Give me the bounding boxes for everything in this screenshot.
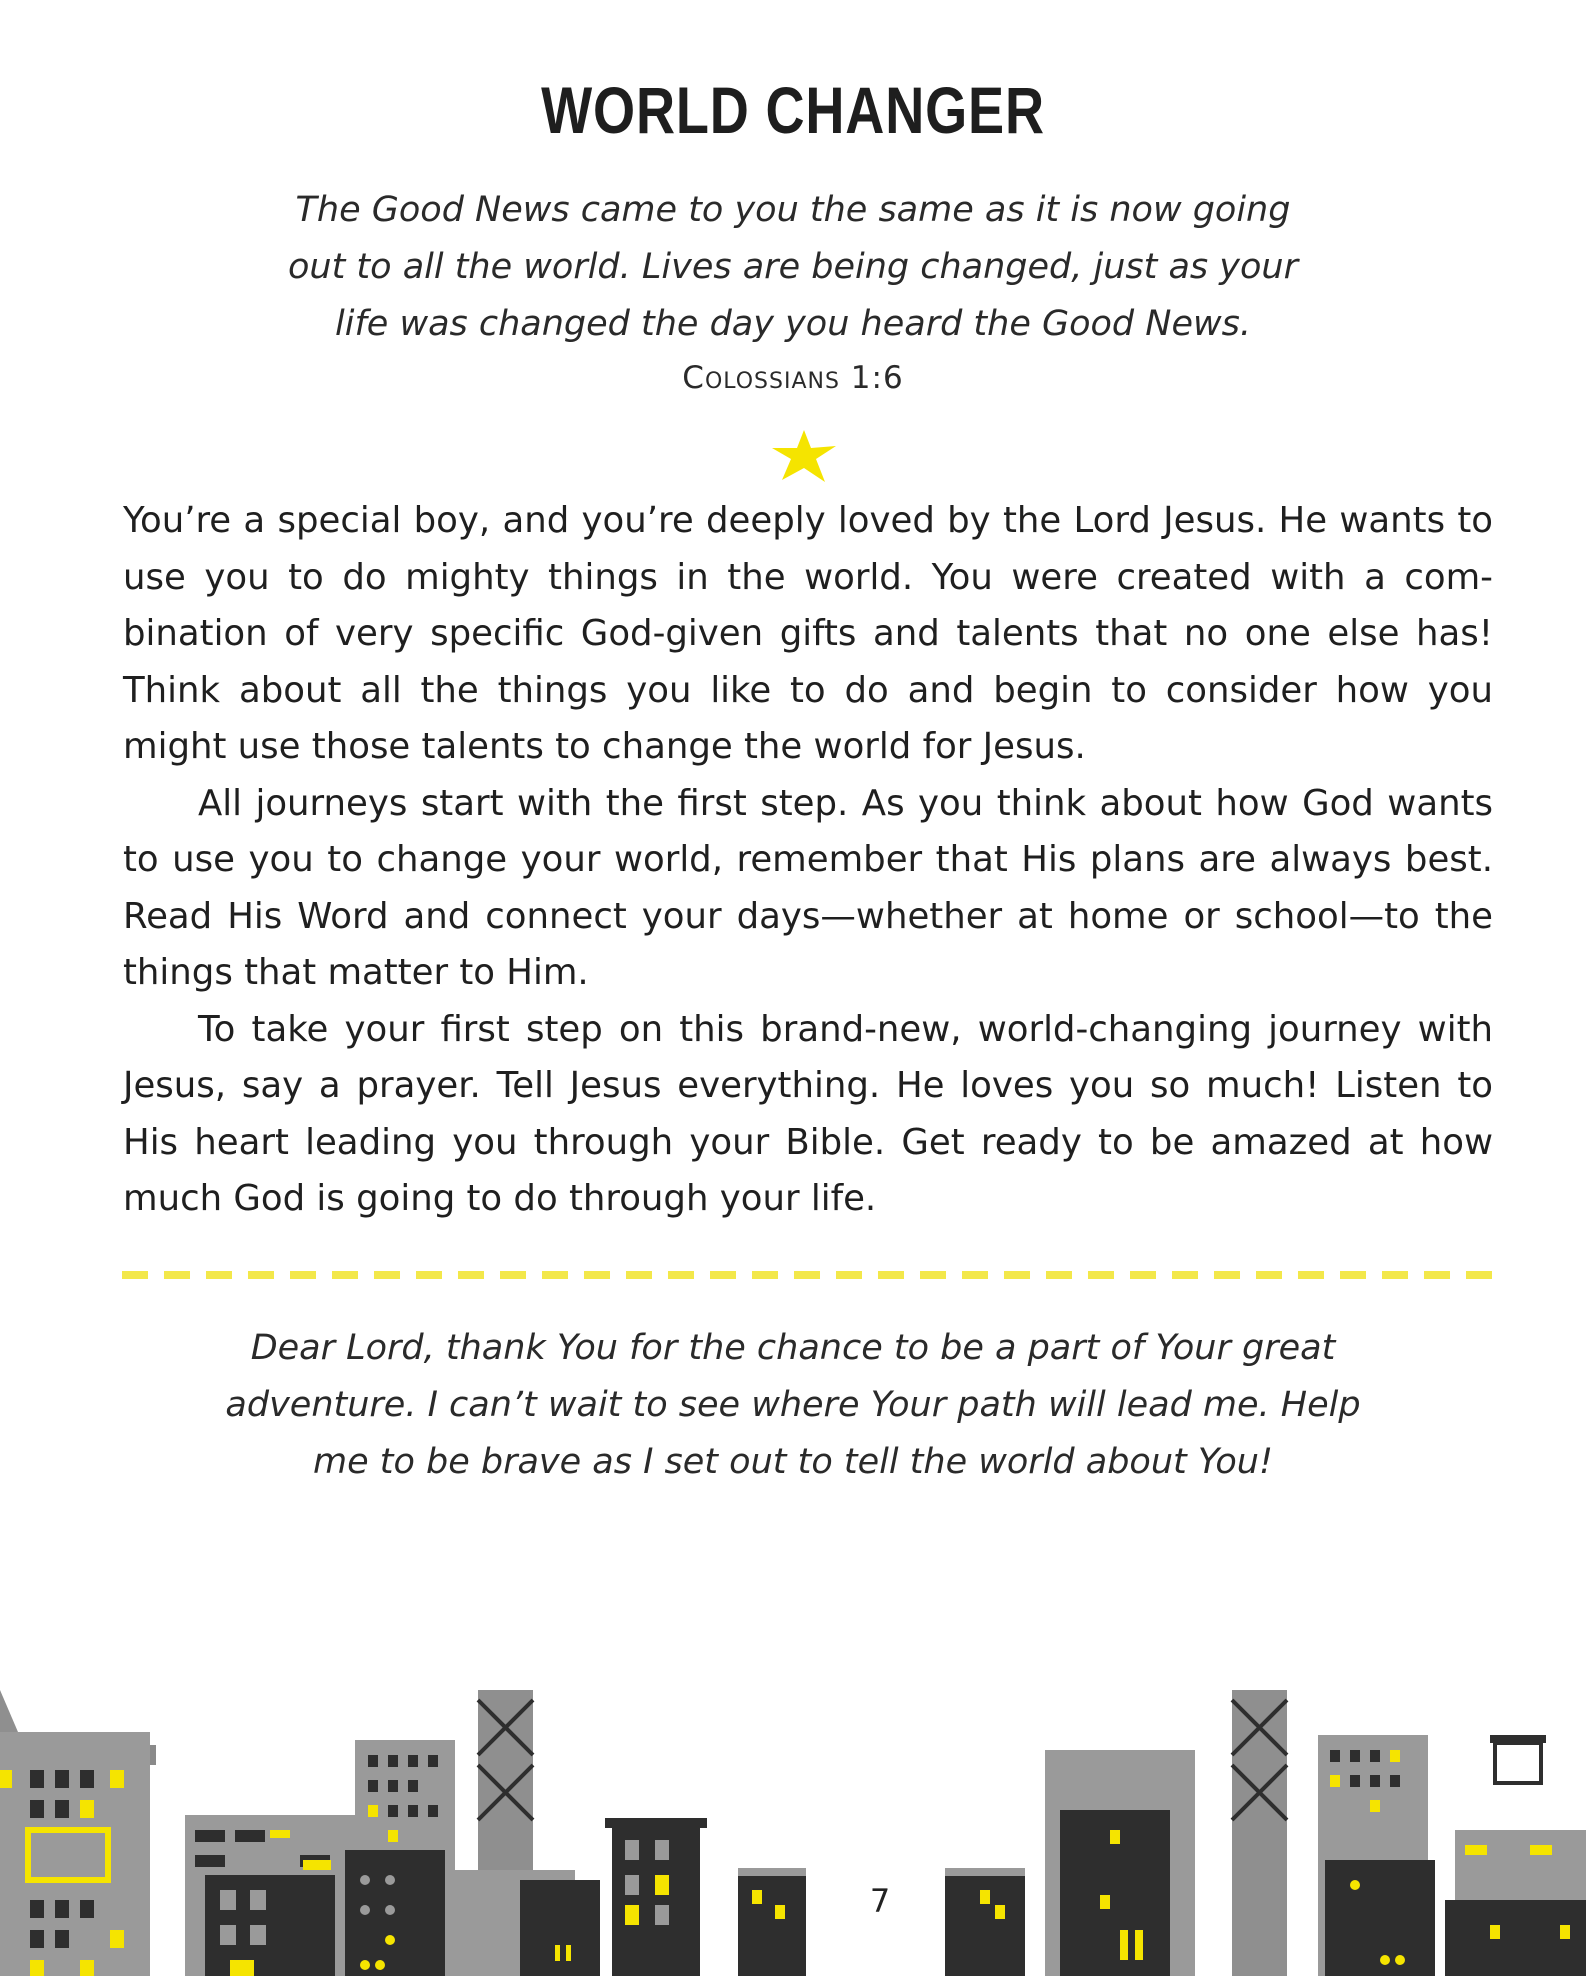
scripture-verse: [243, 182, 1343, 353]
body-paragraph: To take your first step on this brand-new, world-changing journey with Jesus, say a prayer. Tell Jesus everything. He loves you so much! Listen to His heart leading you through your Bible. Get ready to be amazed at how much God is going to do through your life.: [123, 1008, 1493, 1219]
star-icon: [770, 428, 840, 484]
city-skyline-illustration: [0, 1690, 1586, 1976]
verse-reference: Colossians 1:6: [682, 360, 904, 396]
dashed-divider: [122, 1271, 1494, 1279]
prayer-line: adventure. I can’t wait to see where Your path will lead me. Help: [225, 1385, 1361, 1425]
prayer-text: [193, 1320, 1393, 1491]
verse-line: The Good News came to you the same as it is now going: [295, 190, 1291, 230]
verse-line: life was changed the day you heard the Good News.: [335, 304, 1251, 344]
page-number: 7: [869, 1882, 891, 1920]
verse-line: out to all the world. Lives are being changed, just as your: [287, 247, 1298, 287]
prayer-line: Dear Lord, thank You for the chance to be a part of Your great: [250, 1328, 1336, 1368]
body-text: [123, 493, 1493, 1228]
body-paragraph: You’re a special boy, and you’re deeply loved by the Lord Jesus. He wants to use you to do mighty things in the world. You were created with a com- bination of very specific God-given gifts and talents that no one else has! Think about all the things you like to do and begin to consider how you might use those talents to change the world for Jesus.: [123, 500, 1493, 767]
body-paragraph: All journeys start with the first step. As you think about how God wants to use you to change your world, remember that His plans are always best. Read His Word and connect your days—whether at home or school—to the things that matter to Him.: [123, 782, 1493, 993]
page-title: WORLD CHANGER: [541, 73, 1045, 147]
prayer-line: me to be brave as I set out to tell the world about You!: [312, 1442, 1274, 1482]
